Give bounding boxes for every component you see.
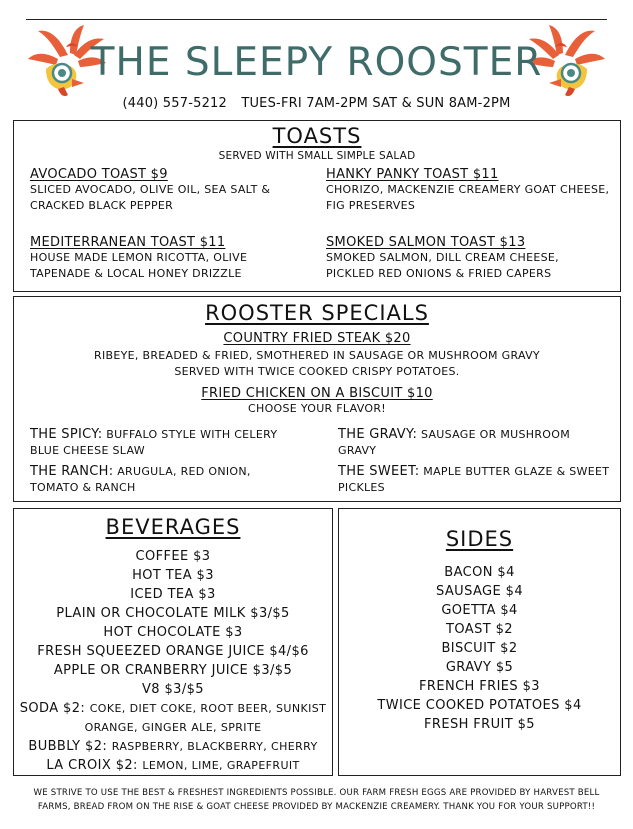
list-item: FRENCH FRIES $3 — [419, 679, 540, 694]
soda-options-cont: ORANGE, GINGER ALE, SPRITE — [84, 721, 262, 734]
restaurant-title: THE SLEEPY ROOSTER — [90, 40, 543, 85]
list-item: HOT CHOCOLATE $3 — [103, 625, 243, 640]
toast-desc: SLICED AVOCADO, OLIVE OIL, SEA SALT & CRACKED BLACK PEPPER — [30, 183, 271, 212]
chicken-desc: CHOOSE YOUR FLAVOR! — [248, 402, 386, 415]
flavor-spicy — [30, 427, 310, 459]
toast-desc: HOUSE MADE LEMON RICOTTA, OLIVE TAPENADE & LOCAL HONEY DRIZZLE — [30, 251, 248, 280]
flavor-sweet — [338, 464, 618, 496]
chicken-name: FRIED CHICKEN ON A BISCUIT $10 — [201, 386, 433, 401]
bubbly-label: BUBBLY $2: — [28, 739, 108, 754]
specials-title: ROOSTER SPECIALS — [205, 301, 429, 325]
beverages-list — [14, 547, 332, 775]
list-item: TOAST $2 — [446, 622, 513, 637]
toasts-section — [13, 120, 621, 292]
specials-section — [13, 296, 621, 502]
toast-name: AVOCADO TOAST $9 — [30, 167, 168, 182]
list-item: TWICE COOKED POTATOES $4 — [377, 698, 582, 713]
list-item: SAUSAGE $4 — [435, 584, 524, 599]
footer-line-1: WE STRIVE TO USE THE BEST & FRESHEST INGREDIENTS POSSIBLE. OUR FARM FRESH EGGS ARE PROVIDED BY HARVEST BELL — [33, 788, 600, 798]
beverages-title: BEVERAGES — [105, 515, 241, 539]
hours: TUES-FRI 7AM-2PM SAT & SUN 8AM-2PM — [241, 96, 511, 111]
toast-desc: CHORIZO, MACKENZIE CREAMERY GOAT CHEESE, FIG PRESERVES — [326, 183, 610, 212]
toast-item-avocado — [30, 167, 315, 214]
list-item-bubbly — [14, 737, 332, 756]
info-bar — [0, 96, 633, 111]
list-item: COFFEE $3 — [135, 549, 211, 564]
steak-desc-2: SERVED WITH TWICE COOKED CRISPY POTATOES. — [174, 365, 460, 378]
toast-name: HANKY PANKY TOAST $11 — [326, 167, 499, 182]
flavor-desc: MAPLE BUTTER GLAZE & SWEET PICKLES — [338, 465, 610, 494]
bubbly-options: RASPBERRY, BLACKBERRY, CHERRY — [111, 740, 318, 753]
sides-list — [339, 563, 620, 734]
toast-item-hanky-panky — [326, 167, 611, 214]
list-item: PLAIN OR CHOCOLATE MILK $3/$5 — [56, 606, 290, 621]
flavor-gravy — [338, 427, 588, 459]
steak-name: COUNTRY FRIED STEAK $20 — [223, 331, 411, 346]
flavor-name: THE SPICY: — [30, 427, 103, 442]
sides-title: SIDES — [445, 527, 514, 551]
toast-name: SMOKED SALMON TOAST $13 — [326, 235, 526, 250]
list-item: BACON $4 — [444, 565, 515, 580]
flavor-name: THE RANCH: — [30, 464, 114, 479]
steak-desc-1: RIBEYE, BREADED & FRIED, SMOTHERED IN SAUSAGE OR MUSHROOM GRAVY — [94, 349, 540, 362]
lacroix-options: LEMON, LIME, GRAPEFRUIT — [142, 759, 300, 772]
lacroix-label: LA CROIX $2: — [46, 758, 138, 773]
flavor-desc: SAUSAGE OR MUSHROOM GRAVY — [338, 428, 570, 457]
sides-section — [338, 508, 621, 776]
footer-line-2: FARMS, BREAD FROM ON THE RISE & GOAT CHEESE PROVIDED BY MACKENZIE CREAMERY. THANK YOU FOR YOUR SUPPORT!! — [37, 802, 596, 812]
beverages-section — [13, 508, 333, 776]
list-item: V8 $3/$5 — [142, 682, 204, 697]
soda-label: SODA $2: — [19, 701, 86, 716]
flavor-ranch — [30, 464, 270, 496]
top-rule — [26, 19, 607, 20]
list-item: FRESH FRUIT $5 — [424, 717, 535, 732]
toast-desc: SMOKED SALMON, DILL CREAM CHEESE, PICKLED RED ONIONS & FRIED CAPERS — [326, 251, 559, 280]
soda-options: COKE, DIET COKE, ROOT BEER, SUNKIST — [89, 702, 327, 715]
list-item: GOETTA $4 — [441, 603, 518, 618]
list-item: FRESH SQUEEZED ORANGE JUICE $4/$6 — [37, 644, 309, 659]
flavor-desc: ARUGULA, RED ONION, TOMATO & RANCH — [30, 465, 251, 494]
list-item-lacroix — [14, 756, 332, 775]
flavor-name: THE GRAVY: — [338, 427, 418, 442]
toast-item-smoked-salmon — [326, 235, 611, 282]
flavor-name: THE SWEET: — [338, 464, 420, 479]
list-item: HOT TEA $3 — [132, 568, 214, 583]
toasts-title: TOASTS — [272, 124, 362, 148]
list-item: BISCUIT $2 — [441, 641, 518, 656]
toasts-subtitle: SERVED WITH SMALL SIMPLE SALAD — [218, 150, 416, 162]
flavor-desc: BUFFALO STYLE WITH CELERY BLUE CHEESE SLAW — [30, 428, 278, 457]
list-item: ICED TEA $3 — [130, 587, 216, 602]
phone-number[interactable]: (440) 557-5212 — [122, 96, 227, 111]
list-item-soda — [14, 699, 332, 718]
list-item: GRAVY $5 — [445, 660, 514, 675]
list-item: APPLE OR CRANBERRY JUICE $3/$5 — [53, 663, 293, 678]
footer-note — [20, 786, 613, 814]
toast-item-mediterranean — [30, 235, 315, 282]
toast-name: MEDITERRANEAN TOAST $11 — [30, 235, 226, 250]
